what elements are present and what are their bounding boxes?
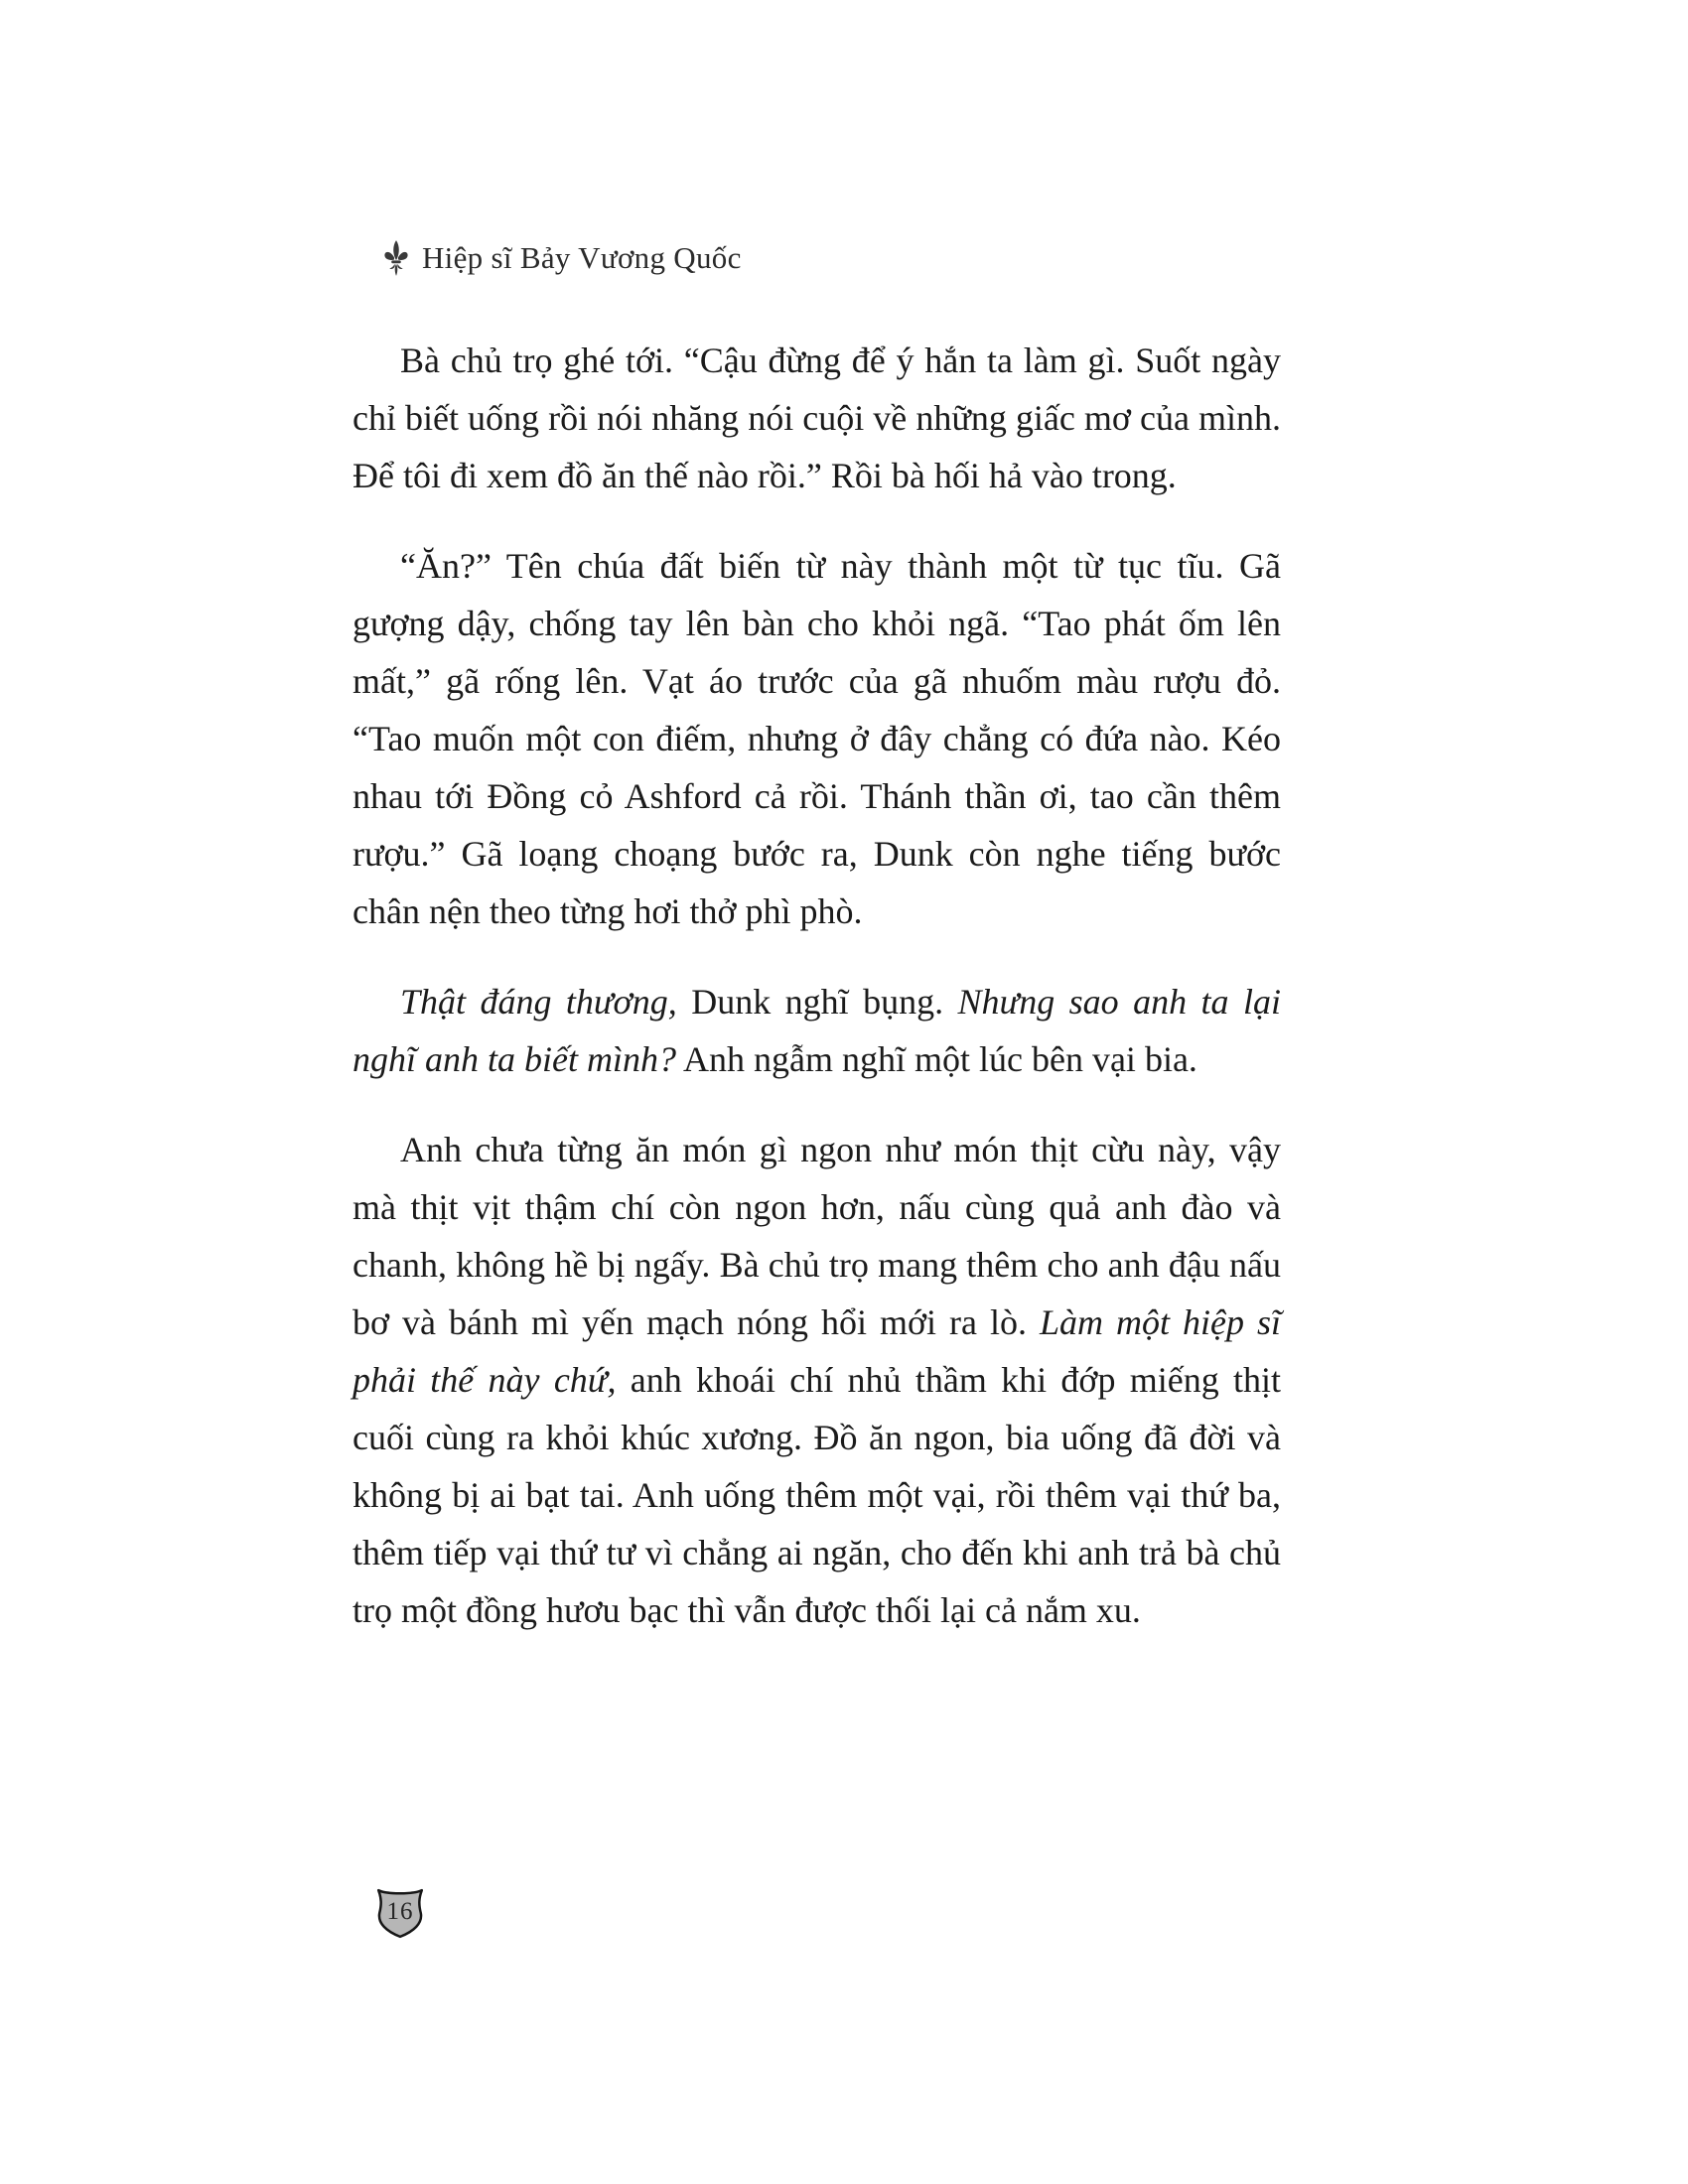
text-segment: Anh chưa từng ăn món gì ngon như món thịt cừu này, vậy mà thịt vịt thậm chí còn ngon hơn, nấu cùng quả anh đào và chanh, không hề bị ngấy. Bà chủ trọ mang thêm cho anh đậu nấu bơ và bánh mì yến mạch nóng hổi mới ra lò. [352,1130,1281,1342]
paragraph [352,973,1281,1088]
italic-text-segment: Làm một hiệp sĩ phải thế này chứ, [352,1302,1282,1400]
running-header [383,238,742,278]
italic-text-segment: Nhưng sao anh ta lại nghĩ anh ta biết mình? [352,982,1281,1079]
body-text [352,332,1281,1672]
text-segment: “Ăn?” Tên chúa đất biến từ này thành một từ tục tĩu. Gã gượng dậy, chống tay lên bàn cho khỏi ngã. “Tao phát ốm lên mất,” gã rống lên. Vạt áo trước của gã nhuốm màu rượu đỏ. “Tao muốn một con điếm, nhưng ở đây chẳng có đứa nào. Kéo nhau tới Đồng cỏ Ashford cả rồi. Thánh thần ơi, tao cần thêm rượu.” Gã loạng choạng bước ra, Dunk còn nghe tiếng bước chân nện theo từng hơi thở phì phò. [352,546,1281,931]
text-segment: Dunk nghĩ bụng. [676,982,958,1022]
text-segment: Anh ngẫm nghĩ một lúc bên vại bia. [676,1039,1197,1079]
running-header-title: Hiệp sĩ Bảy Vương Quốc [422,240,742,275]
fleur-de-lis-icon [383,238,409,278]
italic-text-segment: Thật đáng thương, [400,982,677,1022]
paragraph [352,537,1281,940]
paragraph [352,1121,1281,1639]
paragraph [352,332,1281,504]
text-segment: Bà chủ trọ ghé tới. “Cậu đừng để ý hắn ta làm gì. Suốt ngày chỉ biết uống rồi nói nhăng nói cuội về những giấc mơ của mình. Để tôi đi xem đồ ăn thế nào rồi.” Rồi bà hối hả vào trong. [352,341,1281,495]
page-number-badge [374,1886,426,1940]
text-segment: anh khoái chí nhủ thầm khi đớp miếng thịt cuối cùng ra khỏi khúc xương. Đồ ăn ngon, bia uống đã đời và không bị ai bạt tai. Anh uống thêm một vại, rồi thêm vại thứ ba, thêm tiếp vại thứ tư vì chẳng ai ngăn, cho đến khi anh trả bà chủ trọ một đồng hươu bạc thì vẫn được thối lại cả nắm xu. [352,1360,1282,1630]
page-number: 16 [386,1898,414,1925]
